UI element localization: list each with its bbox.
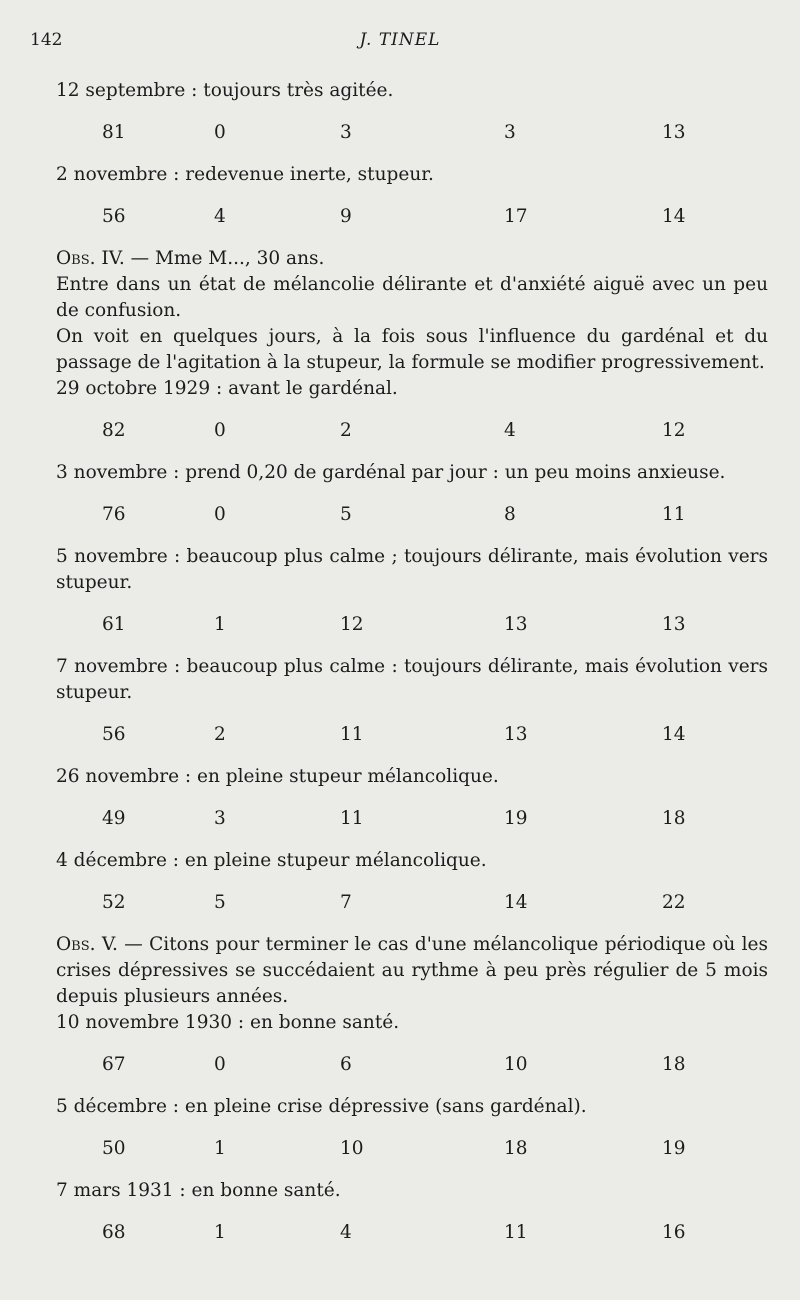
value-cell: 19 (504, 808, 528, 829)
value-cell: 11 (662, 504, 686, 525)
value-cell: 14 (662, 724, 686, 745)
value-cell: 19 (662, 1138, 686, 1159)
value-cell: 0 (214, 1054, 226, 1075)
value-cell: 81 (102, 122, 126, 143)
value-cell: 3 (504, 122, 516, 143)
running-head-author: J. TINEL (359, 30, 441, 50)
value-cell: 11 (504, 1222, 528, 1243)
value-cell: 4 (214, 206, 226, 227)
entry-date: 4 décembre : en pleine stupeur mélancolique. (56, 850, 487, 871)
values-row (56, 402, 768, 460)
entry-date: 2 novembre : redevenue inerte, stupeur. (56, 164, 434, 185)
value-cell: 8 (504, 504, 516, 525)
value-cell: 0 (214, 504, 226, 525)
value-cell: 10 (340, 1138, 364, 1159)
value-cell: 13 (504, 614, 528, 635)
value-cell: 14 (662, 206, 686, 227)
value-cell: 4 (340, 1222, 352, 1243)
paragraph: Entre dans un état de mélancolie délirante et d'anxiété aiguë avec un peu de confusion. (56, 274, 768, 321)
observation-text: — Citons pour terminer le cas d'une mélancolique périodique où les crises dépressives se succédaient au rythme à peu près régulier de 5 mois depuis plusieurs années. (56, 934, 768, 1007)
observation-label: Obs. IV. (56, 248, 125, 269)
values-row (56, 874, 768, 932)
values-row (56, 188, 768, 246)
values-row (56, 104, 768, 162)
value-cell: 2 (214, 724, 226, 745)
value-cell: 3 (214, 808, 226, 829)
value-cell: 9 (340, 206, 352, 227)
observation-heading (56, 246, 768, 272)
value-cell: 13 (504, 724, 528, 745)
value-cell: 5 (214, 892, 226, 913)
value-cell: 82 (102, 420, 126, 441)
value-cell: 7 (340, 892, 352, 913)
entry-date: 7 novembre : beaucoup plus calme : toujours délirante, mais évolution vers stupeur. (56, 656, 768, 703)
values-row (56, 790, 768, 848)
value-cell: 12 (340, 614, 364, 635)
value-cell: 52 (102, 892, 126, 913)
value-cell: 18 (662, 808, 686, 829)
value-cell: 4 (504, 420, 516, 441)
value-cell: 1 (214, 1222, 226, 1243)
values-row (56, 596, 768, 654)
value-cell: 13 (662, 122, 686, 143)
value-cell: 0 (214, 122, 226, 143)
values-row (56, 486, 768, 544)
value-cell: 1 (214, 614, 226, 635)
value-cell: 49 (102, 808, 126, 829)
entry-date: 12 septembre : toujours très agitée. (56, 80, 394, 101)
value-cell: 18 (504, 1138, 528, 1159)
value-cell: 12 (662, 420, 686, 441)
value-cell: 11 (340, 808, 364, 829)
page-number: 142 (30, 30, 63, 50)
value-cell: 11 (340, 724, 364, 745)
values-row (56, 706, 768, 764)
values-row (56, 1120, 768, 1178)
values-row (56, 1204, 768, 1262)
value-cell: 56 (102, 724, 126, 745)
paragraph: On voit en quelques jours, à la fois sous l'influence du gardénal et du passage de l'agitation à la stupeur, la formule se modifier progressivement. (56, 326, 768, 373)
value-cell: 3 (340, 122, 352, 143)
value-cell: 56 (102, 206, 126, 227)
observation-intro: — Mme M..., 30 ans. (124, 248, 325, 269)
value-cell: 10 (504, 1054, 528, 1075)
values-row (56, 1036, 768, 1094)
value-cell: 18 (662, 1054, 686, 1075)
value-cell: 14 (504, 892, 528, 913)
value-cell: 76 (102, 504, 126, 525)
value-cell: 2 (340, 420, 352, 441)
value-cell: 67 (102, 1054, 126, 1075)
value-cell: 5 (340, 504, 352, 525)
page-body (56, 78, 768, 1262)
value-cell: 13 (662, 614, 686, 635)
entry-date: 29 octobre 1929 : avant le gardénal. (56, 378, 398, 399)
observation-label: Obs. V. (56, 934, 118, 955)
value-cell: 61 (102, 614, 126, 635)
entry-date: 7 mars 1931 : en bonne santé. (56, 1180, 341, 1201)
entry-date: 10 novembre 1930 : en bonne santé. (56, 1012, 400, 1033)
value-cell: 6 (340, 1054, 352, 1075)
value-cell: 16 (662, 1222, 686, 1243)
observation-paragraph (56, 932, 768, 1010)
entry-date: 26 novembre : en pleine stupeur mélancolique. (56, 766, 499, 787)
running-header (30, 30, 770, 58)
value-cell: 17 (504, 206, 528, 227)
value-cell: 0 (214, 420, 226, 441)
entry-date: 5 décembre : en pleine crise dépressive (sans gardénal). (56, 1096, 587, 1117)
value-cell: 22 (662, 892, 686, 913)
value-cell: 68 (102, 1222, 126, 1243)
entry-date: 3 novembre : prend 0,20 de gardénal par jour : un peu moins anxieuse. (56, 462, 726, 483)
entry-date: 5 novembre : beaucoup plus calme ; toujours délirante, mais évolution vers stupeur. (56, 546, 768, 593)
value-cell: 50 (102, 1138, 126, 1159)
value-cell: 1 (214, 1138, 226, 1159)
